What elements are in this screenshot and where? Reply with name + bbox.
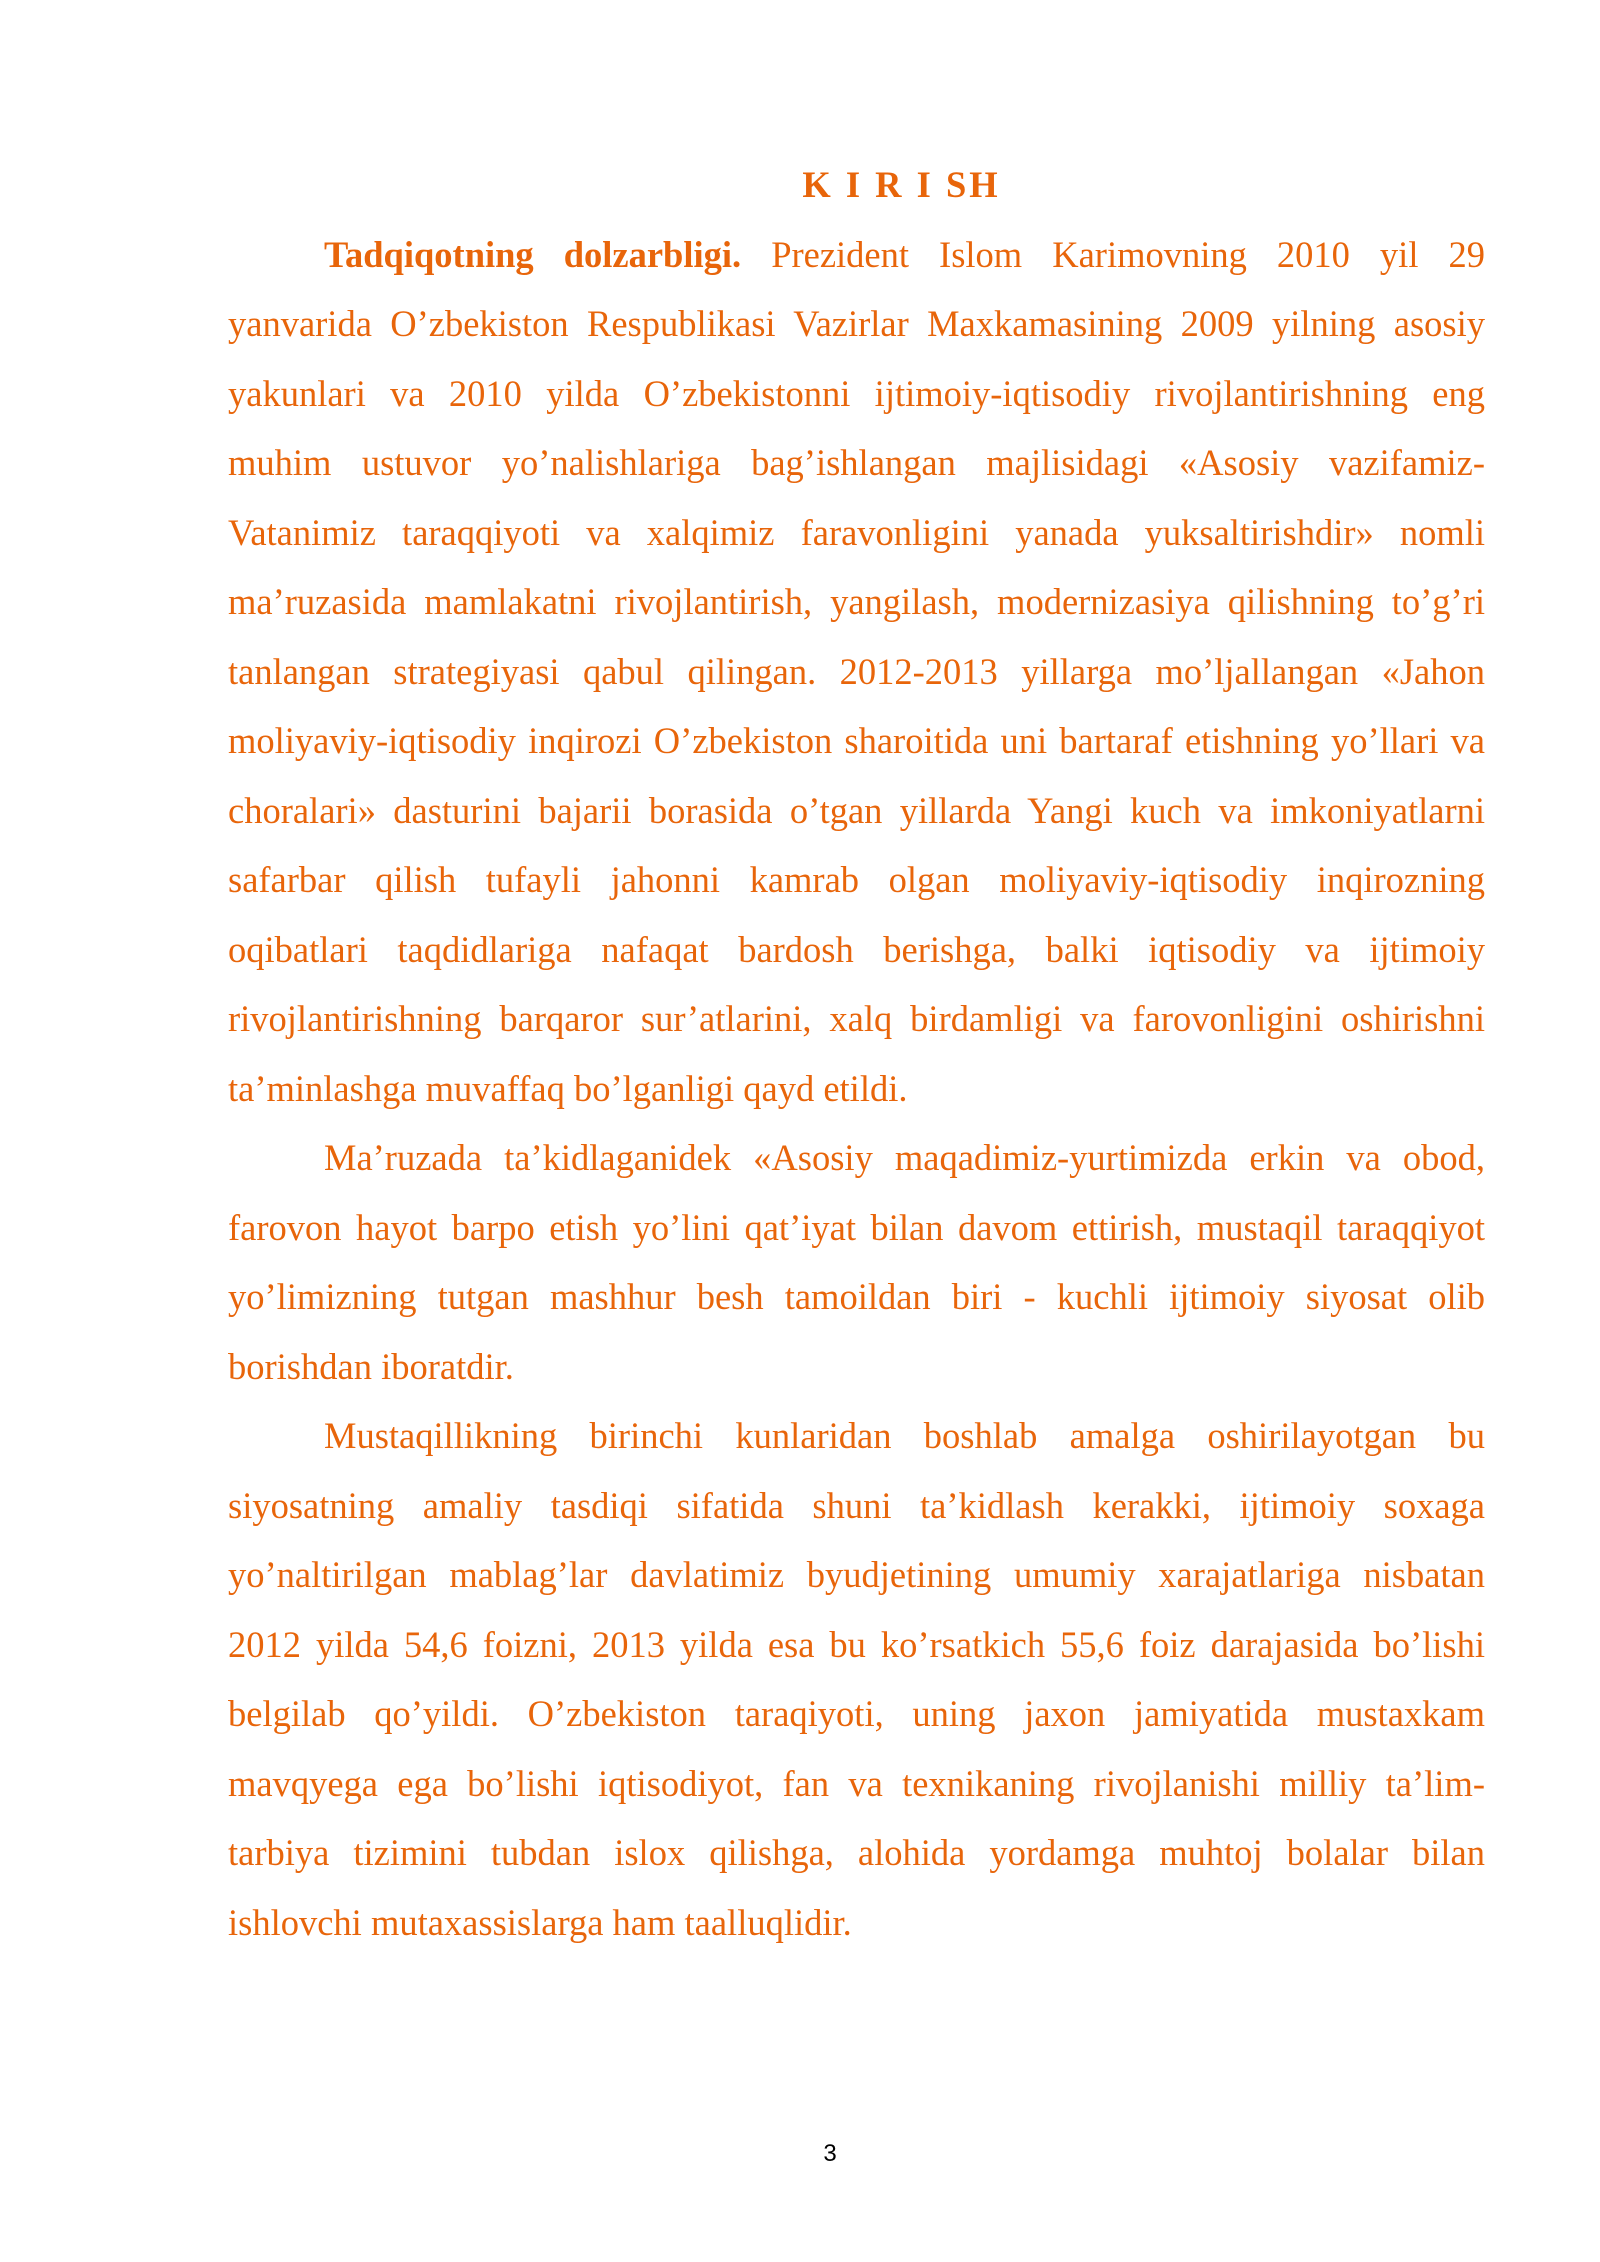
paragraph-3 xyxy=(228,1401,1485,1957)
paragraph-2 xyxy=(228,1123,1485,1401)
paragraph-text: Prezident Islom Karimovning 2010 yil 29 yanvarida O’zbekiston Respublikasi Vazirlar Maxkamasining 2009 yilning asosiy yakunlari va 2010 yilda O’zbekistonni ijtimoiy-iqtisodiy rivojlantirishning eng muhim ustuvor yo’nalishlariga bag’ishlangan majlisidagi «Asosiy vazifamiz-Vatanimiz taraqqiyoti va xalqimiz faravonligini yanada yuksaltirishdir» nomli ma’ruzasida mamlakatni rivojlantirish, yangilash, modernizasiya qilishning to’g’ri tanlangan strategiyasi qabul qilingan. 2012-2013 yillarga mo’ljallangan «Jahon moliyaviy-iqtisodiy inqirozi O’zbekiston sharoitida uni bartaraf etishning yo’llari va choralari» dasturini bajarii borasida o’tgan yillarda Yangi kuch va imkoniyatlarni safarbar qilish tufayli jahonni kamrab olgan moliyaviy-iqtisodiy inqirozning oqibatlari taqdidlariga nafaqat bardosh berishga, balki iqtisodiy va ijtimoiy rivojlantirishning barqaror sur’atlarini, xalq birdamligi va farovonligini oshirishni ta’minlashga muvaffaq bo’lganligi qayd etildi. xyxy=(228,233,1485,1109)
paragraph-1 xyxy=(228,220,1485,1124)
page-content xyxy=(228,150,1485,1957)
paragraph-text: Mustaqillikning birinchi kunlaridan boshlab amalga oshirilayotgan bu siyosatning amaliy tasdiqi sifatida shuni ta’kidlash kerakki, ijtimoiy soxaga yo’naltirilgan mablag’lar davlatimiz byudjetining umumiy xarajatlariga nisbatan 2012 yilda 54,6 foizni, 2013 yilda esa bu ko’rsatkich 55,6 foiz darajasida bo’lishi belgilab qo’yildi. O’zbekiston taraqiyoti, uning jaxon jamiyatida mustaxkam mavqyega ega bo’lishi iqtisodiyot, fan va texnikaning rivojlanishi milliy ta’lim-tarbiya tizimini tubdan islox qilishga, alohida yordamga muhtoj bolalar bilan ishlovchi mutaxassislarga ham taalluqlidir. xyxy=(228,1415,1485,1943)
page-number: 3 xyxy=(823,2140,837,2167)
paragraph-lead-title: Tadqiqotning dolzarbligi. xyxy=(324,233,742,275)
section-heading: K I R I SH xyxy=(802,164,1001,205)
paragraph-text: Ma’ruzada ta’kidlaganidek «Asosiy maqadimiz-yurtimizda erkin va obod, farovon hayot barpo etish yo’lini qat’iyat bilan davom ettirish, mustaqil taraqqiyot yo’limizning tutgan mashhur besh tamoildan biri - kuchli ijtimoiy siyosat olib borishdan iboratdir. xyxy=(228,1137,1485,1387)
